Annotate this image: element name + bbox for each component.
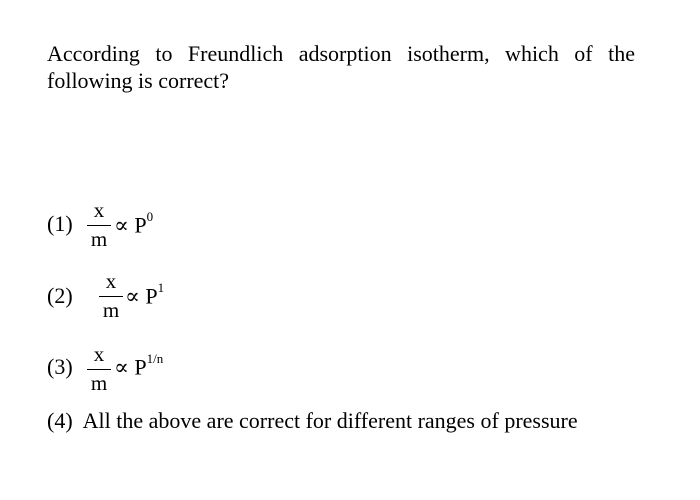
fraction-bar (87, 225, 111, 226)
option-3-relation (114, 351, 164, 380)
option-1-exponent: 0 (146, 209, 154, 224)
option-1-relation (114, 209, 154, 238)
option-3-numerator: x (93, 342, 105, 366)
option-2-denominator: m (102, 298, 120, 322)
option-1-number: (1) (47, 211, 73, 236)
option-2-exponent: 1 (157, 280, 165, 295)
option-1-denominator: m (90, 227, 108, 251)
option-2-relation (125, 280, 165, 309)
option-1-numerator: x (93, 198, 105, 222)
option-3-exponent: 1/n (146, 351, 164, 366)
proportional-symbol: ∝ (114, 354, 129, 380)
option-4-number: (4) (47, 408, 73, 433)
option-3-number: (3) (47, 354, 73, 379)
option-2-base: P (145, 283, 158, 309)
option-2-numerator: x (105, 269, 117, 293)
proportional-symbol: ∝ (125, 283, 140, 309)
option-4-text: All the above are correct for different ranges of pressure (82, 408, 578, 433)
option-2-fraction (99, 271, 123, 321)
fraction-bar (87, 369, 111, 370)
option-3-fraction (87, 344, 111, 394)
option-2-number: (2) (47, 283, 73, 308)
option-3-denominator: m (90, 371, 108, 395)
option-4 (47, 408, 578, 434)
proportional-symbol: ∝ (114, 212, 129, 238)
question-text: According to Freundlich adsorption isotherm, which of the following is correct? (47, 41, 635, 93)
option-1-base: P (134, 212, 147, 238)
option-3-base: P (134, 354, 147, 380)
fraction-bar (99, 296, 123, 297)
option-1-fraction (87, 200, 111, 250)
